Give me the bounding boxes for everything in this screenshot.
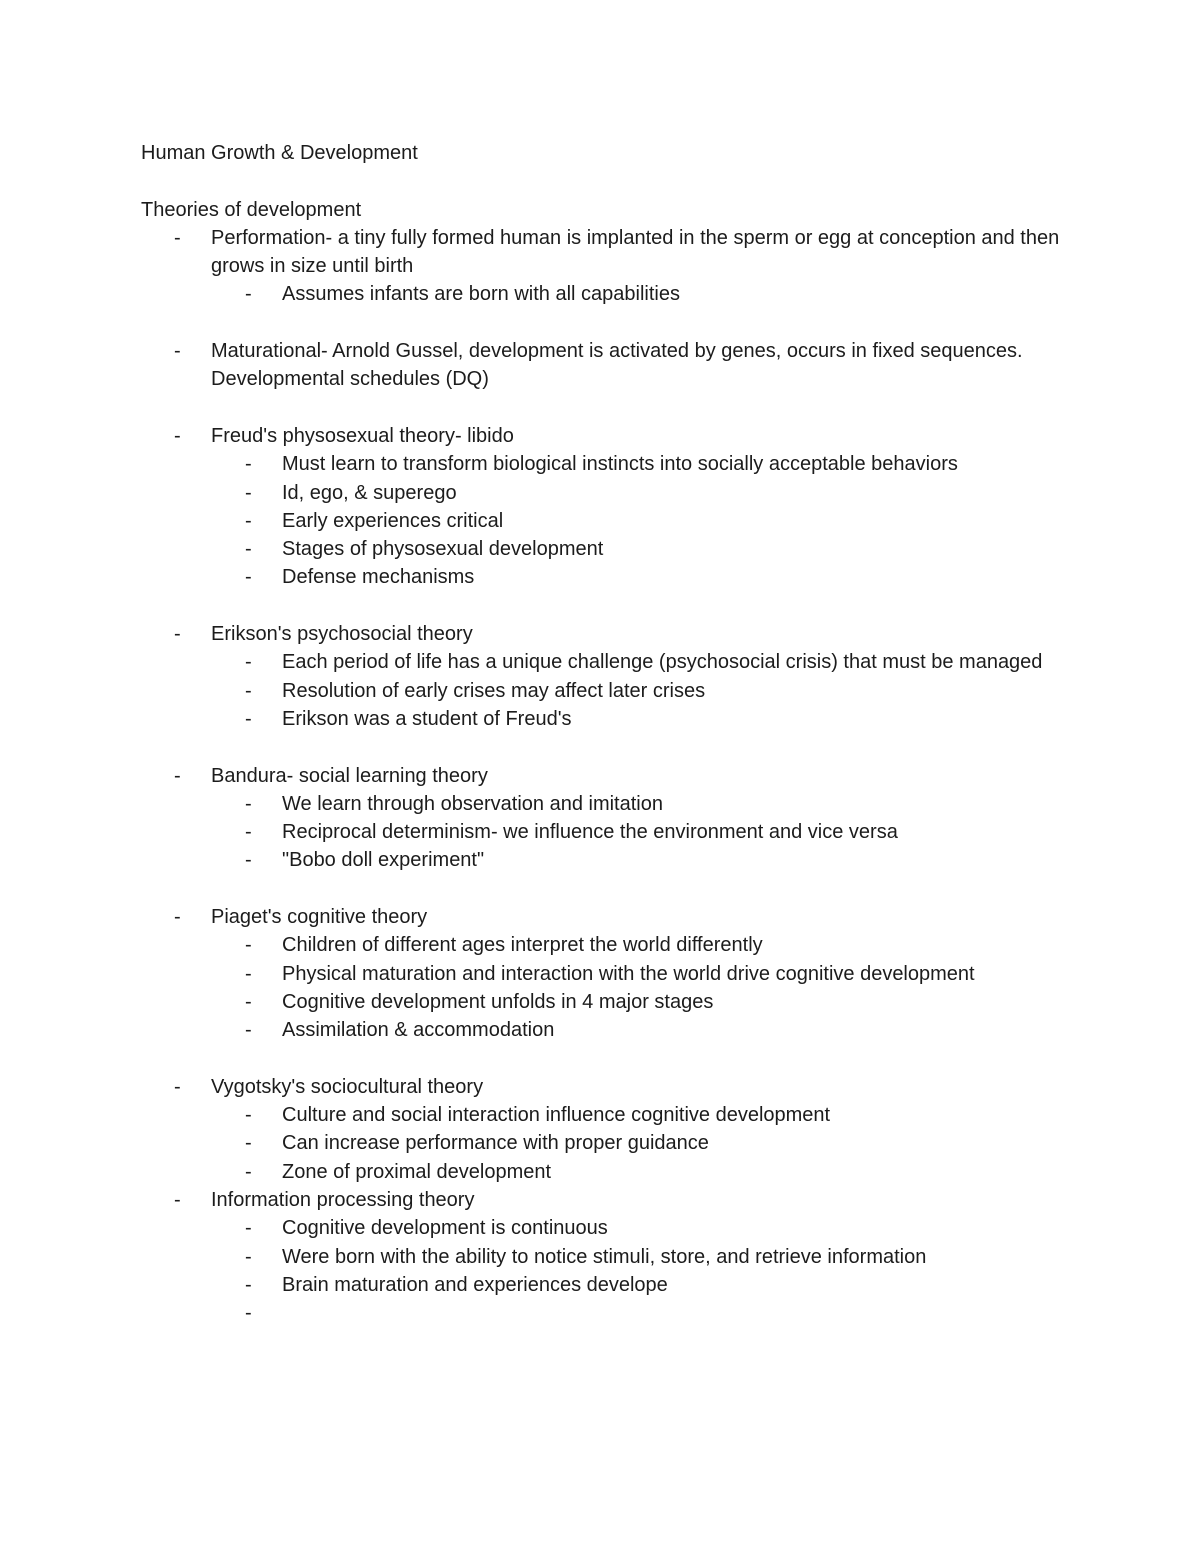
theory-subitem (141, 677, 1061, 705)
dash-bullet-icon: - (245, 792, 252, 815)
theory-item (141, 903, 1061, 931)
dash-bullet-icon: - (245, 934, 252, 957)
dash-bullet-icon: - (245, 990, 252, 1013)
theory-subitem (141, 818, 1061, 846)
dash-bullet-icon: - (245, 1160, 252, 1183)
theory-item-text: Piaget's cognitive theory (211, 906, 428, 929)
theory-subitem (141, 450, 1061, 478)
theory-subitem-text: "Bobo doll experiment" (282, 849, 485, 872)
dash-bullet-icon: - (245, 651, 252, 674)
theory-subitem-text: Erikson was a student of Freud's (282, 707, 572, 730)
theory-subitem-text: Culture and social interaction influence cognitive development (282, 1104, 831, 1127)
blank-line (141, 394, 1061, 422)
theory-item (141, 422, 1061, 450)
dash-bullet-icon: - (174, 340, 181, 363)
dash-bullet-icon: - (245, 1217, 252, 1240)
theory-subitem (141, 988, 1061, 1016)
blank-line (141, 733, 1061, 761)
theory-subitem-text: Assumes infants are born with all capabilities (282, 283, 680, 306)
theory-item (141, 762, 1061, 790)
dash-bullet-icon: - (245, 1245, 252, 1268)
theory-item-text: Freud's physosexual theory- libido (211, 424, 514, 447)
theory-item-text: Maturational- Arnold Gussel, development is activated by genes, occurs in fixed sequences. Developmental schedules (DQ) (211, 340, 1023, 391)
theory-item-text: Bandura- social learning theory (211, 764, 488, 787)
theory-subitem (141, 535, 1061, 563)
theory-item-text: Performation- a tiny fully formed human is implanted in the sperm or egg at conception and then grows in size until birth (211, 226, 1060, 278)
dash-bullet-icon: - (245, 707, 252, 730)
blank-line (141, 592, 1061, 620)
document-title: Human Growth & Development (141, 142, 418, 164)
theory-subitem-text: Can increase performance with proper guidance (282, 1132, 709, 1155)
theory-subitem (141, 1101, 1061, 1129)
theory-item (141, 620, 1061, 648)
theory-subitem (141, 1271, 1061, 1299)
document-body (141, 139, 1061, 1325)
theory-item (141, 1186, 1061, 1214)
dash-bullet-icon: - (174, 424, 181, 447)
theory-subitem (141, 648, 1061, 676)
dash-bullet-icon: - (245, 821, 252, 844)
theory-item-text: Erikson's psychosocial theory (211, 623, 473, 646)
theory-subitem (141, 563, 1061, 591)
theory-item (141, 337, 1061, 394)
theory-subitem (141, 846, 1061, 874)
theory-subitem (141, 790, 1061, 818)
dash-bullet-icon: - (174, 623, 181, 646)
theory-subitem-text: Resolution of early crises may affect later crises (282, 679, 706, 702)
theory-subitem (141, 1016, 1061, 1044)
theory-subitem-text: Cognitive development is continuous (282, 1217, 608, 1240)
dash-bullet-icon: - (245, 1019, 252, 1042)
theory-subitem-text: We learn through observation and imitation (282, 792, 663, 815)
theory-subitem-text: Defense mechanisms (282, 566, 475, 589)
dash-bullet-icon: - (245, 453, 252, 476)
theory-subitem-text: Were born with the ability to notice stimuli, store, and retrieve information (282, 1245, 927, 1268)
dash-bullet-icon: - (245, 1132, 252, 1155)
theory-subitem-text: Stages of physosexual development (282, 538, 604, 561)
theories-outline (141, 224, 1061, 1325)
dash-bullet-icon: - (245, 1104, 252, 1127)
theory-subitem-text: Children of different ages interpret the world differently (282, 934, 763, 957)
dash-bullet-icon: - (245, 1273, 252, 1296)
theory-subitem-text: Id, ego, & superego (282, 481, 457, 504)
theory-item-text: Information processing theory (211, 1188, 475, 1211)
theory-subitem-text: Assimilation & accommodation (282, 1019, 555, 1042)
theory-item (141, 224, 1061, 281)
theory-subitem-text: Must learn to transform biological instincts into socially acceptable behaviors (282, 453, 958, 476)
theory-subitem (141, 280, 1061, 308)
dash-bullet-icon: - (174, 906, 181, 929)
theory-subitem (141, 507, 1061, 535)
dash-bullet-icon: - (174, 1075, 181, 1098)
blank-line (141, 1045, 1061, 1073)
theory-subitem-text: Physical maturation and interaction with the world drive cognitive development (282, 962, 975, 985)
dash-bullet-icon: - (245, 283, 252, 306)
theory-subitem-text: Each period of life has a unique challenge (psychosocial crisis) that must be managed (282, 651, 1043, 674)
theory-item-text: Vygotsky's sociocultural theory (211, 1075, 484, 1098)
dash-bullet-icon: - (245, 962, 252, 985)
theory-subitem-text: Zone of proximal development (282, 1160, 552, 1183)
dash-bullet-icon: - (245, 566, 252, 589)
dash-bullet-icon: - (174, 226, 181, 249)
theory-subitem (141, 1214, 1061, 1242)
blank-line (141, 875, 1061, 903)
dash-bullet-icon: - (245, 849, 252, 872)
dash-bullet-icon: - (245, 538, 252, 561)
theory-subitem (141, 931, 1061, 959)
section-heading: Theories of development (141, 198, 362, 221)
theory-subitem (141, 705, 1061, 733)
dash-bullet-icon: - (245, 679, 252, 702)
theory-subitem (141, 1158, 1061, 1186)
theory-subitem-text: Cognitive development unfolds in 4 major stages (282, 990, 714, 1013)
blank-line (141, 309, 1061, 337)
theory-subitem-text: Reciprocal determinism- we influence the environment and vice versa (282, 821, 898, 844)
dash-bullet-icon: - (245, 1302, 252, 1325)
theory-subitem (141, 1243, 1061, 1271)
theory-subitem (141, 1129, 1061, 1157)
dash-bullet-icon: - (245, 481, 252, 504)
theory-subitem (141, 479, 1061, 507)
dash-bullet-icon: - (174, 1188, 181, 1211)
dash-bullet-icon: - (245, 509, 252, 532)
theory-subitem-text: Brain maturation and experiences develope (282, 1273, 668, 1296)
theory-item (141, 1073, 1061, 1101)
theory-subitem (141, 960, 1061, 988)
theory-subitem-text: Early experiences critical (282, 509, 504, 532)
dash-bullet-icon: - (174, 764, 181, 787)
blank-line (141, 167, 1061, 195)
